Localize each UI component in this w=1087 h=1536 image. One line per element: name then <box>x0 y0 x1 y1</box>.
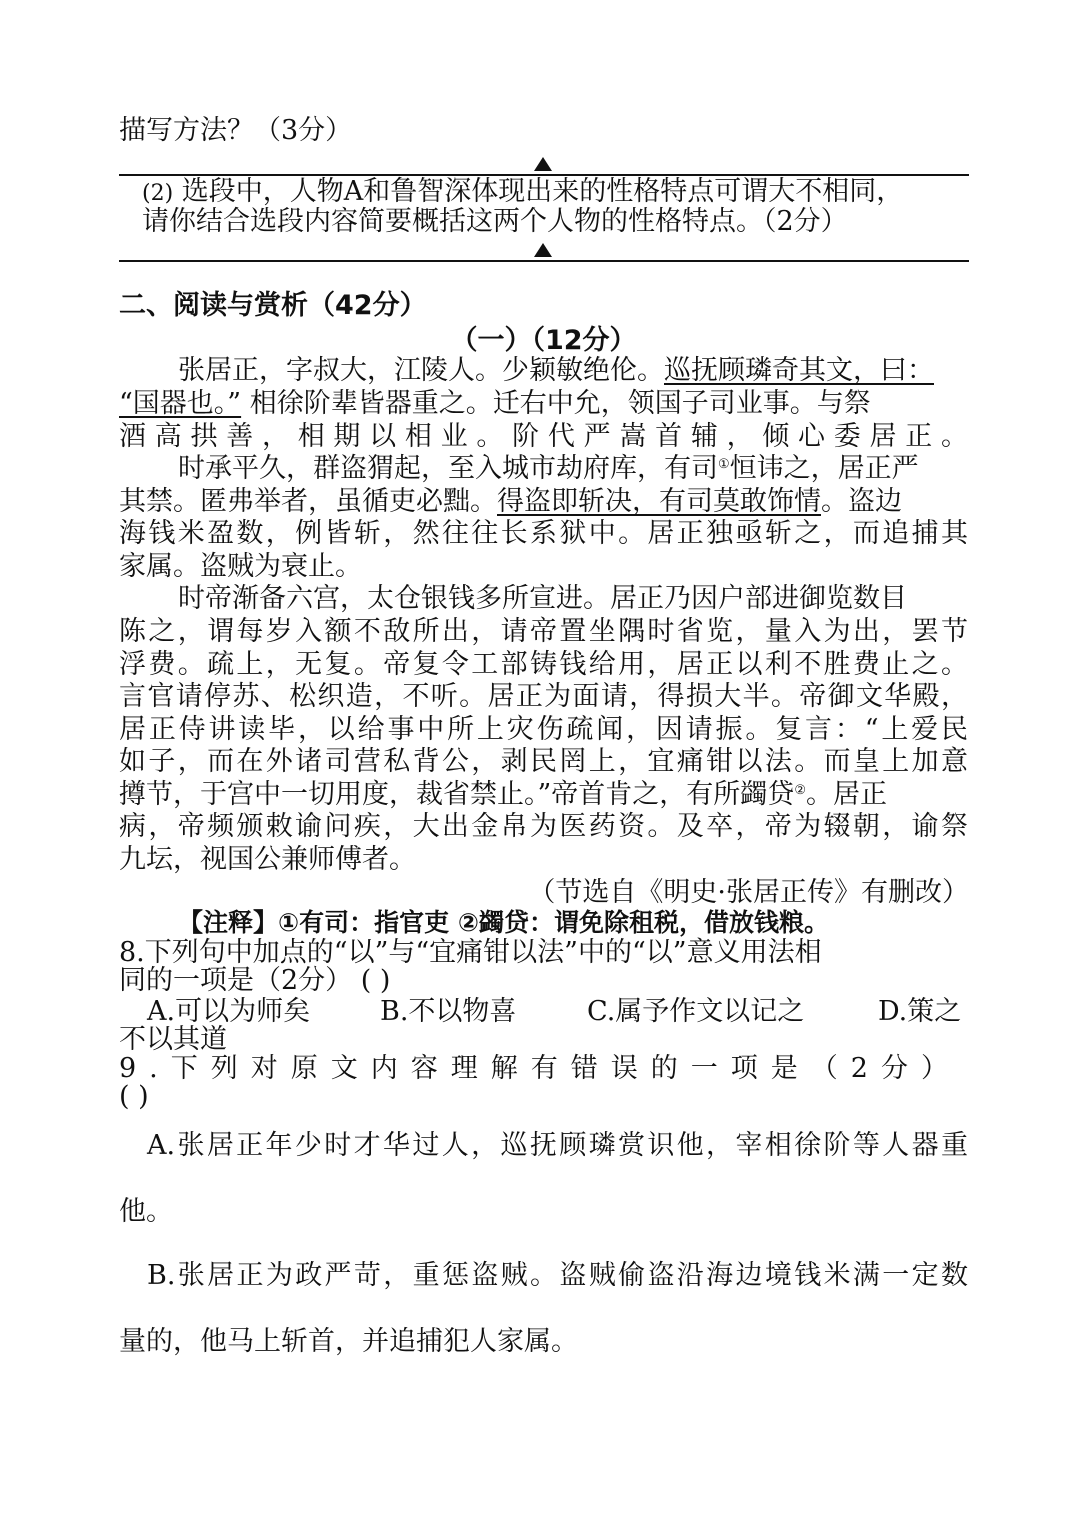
footnote-marker: ① <box>718 457 730 472</box>
question-9-option-a-line-1: A.张居正年少时才华过人，巡抚顾璘赏识他，宰相徐阶等人器重 <box>147 1130 968 1161</box>
question-9-line-1: 9.下列对原文内容理解有错误的一项是（2分） <box>119 1053 961 1084</box>
question-8-option-c: C.属予作文以记之 <box>587 996 805 1027</box>
question-text: 选段中，人物A和鲁智深体现出来的性格特点可谓大不相同， <box>181 176 904 207</box>
passage-line: 九坛，视国公兼师傅者。 <box>119 844 416 875</box>
passage-text: 相徐阶辈皆器重之。迁右中允，领国子司业事。与祭 <box>241 388 871 419</box>
question-9-option-a-line-2: 他。 <box>119 1196 173 1227</box>
answer-marker-2 <box>534 243 552 257</box>
answer-marker-1 <box>534 157 552 171</box>
passage-line: 如子，而在外诸司营私背公，剥民罔上，宜痛钳以法。而皇上加意 <box>119 746 968 777</box>
passage-text: 。居正 <box>805 779 887 810</box>
passage-line <box>119 488 902 515</box>
passage-line: 海钱米盈数，例皆斩，然往往长系狱中。居正独亟斩之，而追捕其 <box>119 518 968 549</box>
question-8-option-a: A.可以为师矣 <box>147 996 311 1027</box>
question-9-option-b-line-2: 量的，他马上斩首，并追捕犯人家属。 <box>119 1326 578 1357</box>
passage-line: 居正侍讲读毕，以给事中所上灾伤疏闻，因请振。复言：“上爱民 <box>119 714 968 745</box>
underlined-sentence: 巡抚顾璘奇其文，曰： <box>664 355 934 386</box>
passage-line <box>178 357 934 384</box>
passage-text: 。盗边 <box>821 486 902 517</box>
question-8-option-d: D.策之 <box>878 996 962 1027</box>
passage-line: 家属。盗贼为衰止。 <box>119 551 362 582</box>
passage-line <box>119 781 887 808</box>
passage-line: 陈之，谓每岁入额不敌所出，请帝置坐隅时省览，量入为出，罢节 <box>119 616 968 647</box>
passage-line: 时帝渐备六宫，太仓银钱多所宣进。居正乃因户部进御览数目 <box>178 583 907 614</box>
footnotes: 【注释】①有司：指官吏 ②蠲贷：谓免除租税，借放钱粮。 <box>178 908 830 937</box>
footnote-marker: ② <box>794 783 806 798</box>
passage-line: 浮费。疏上，无复。帝复令工部铸钱给用，居正以利不胜费止之。 <box>119 649 968 680</box>
question-8-option-d-cont: 不以其道 <box>119 1024 227 1055</box>
question-7-2-line-2: 请你结合选段内容简要概括这两个人物的性格特点。（2分） <box>142 206 848 237</box>
question-7-2-line-1 <box>142 178 903 205</box>
passage-line: 病，帝频颁敕谕问疾，大出金帛为医药资。及卒，帝为辍朝，谕祭 <box>119 811 968 842</box>
passage-line: 酒高拱善，相期以相业。阶代严嵩首辅，倾心委居正。 <box>119 421 968 452</box>
question-number: (2) <box>142 181 174 206</box>
passage-text: 时承平久，群盗猬起，至入城市劫府库，有司 <box>178 453 718 484</box>
question-8-line-1: 8.下列句中加点的“以”与“宜痛钳以法”中的“以”意义用法相 <box>119 937 822 968</box>
underlined-sentence: 得盗即斩决，有司莫敢饰情 <box>497 486 821 517</box>
passage-text: 恒讳之，居正严 <box>729 453 919 484</box>
passage-text: 张居正，字叔大，江陵人。少颖敏绝伦。 <box>178 355 664 386</box>
section-title: 二、阅读与赏析（42分） <box>119 290 427 321</box>
passage-source: （节选自《明史·张居正传》有删改） <box>528 877 969 908</box>
question-8-option-b: B.不以物喜 <box>380 996 517 1027</box>
passage-line <box>178 455 919 482</box>
underlined-sentence: “国器也。” <box>119 388 242 419</box>
passage-line: 言官请停苏、松织造，不听。居正为面请，得损大半。帝御文华殿， <box>119 681 968 712</box>
question-9-line-2: ( ) <box>119 1081 149 1112</box>
passage-text: 撙节，于宫中一切用度，裁省禁止。”帝首肯之，有所蠲贷 <box>119 779 795 810</box>
passage-text: 其禁。匿弗举者，虽循吏必黜。 <box>119 486 497 517</box>
passage-title: （一）（12分） <box>450 325 637 356</box>
question-9-option-b-line-1: B.张居正为政严苛，重惩盗贼。盗贼偷盗沿海边境钱米满一定数 <box>147 1260 968 1291</box>
question-8-line-2: 同的一项是（2分） ( ) <box>119 965 391 996</box>
answer-line-2 <box>119 260 969 262</box>
question-tail: 描写方法？（3分） <box>119 115 353 146</box>
passage-line <box>119 390 871 417</box>
